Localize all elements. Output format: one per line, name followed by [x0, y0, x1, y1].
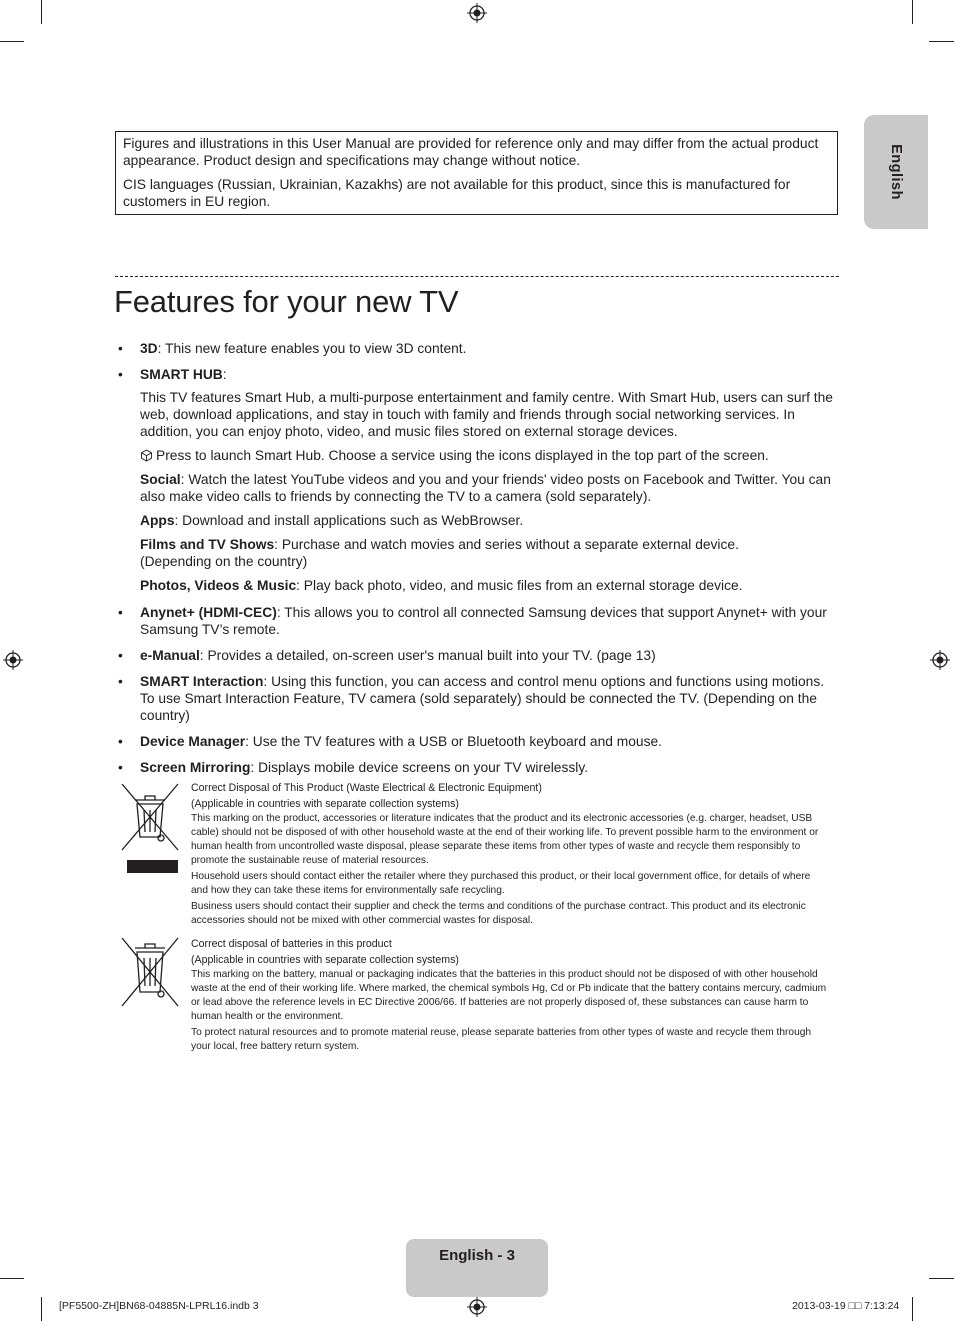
page-number: English - 3: [439, 1247, 515, 1264]
features-list: [116, 340, 840, 785]
weee-heading: Correct Disposal of This Product (Waste Electrical & Electronic Equipment): [191, 782, 542, 794]
language-tab-label: English: [888, 144, 904, 200]
feature-item-smart-interaction: [116, 673, 840, 724]
crop-mark: [0, 1278, 24, 1279]
weee-text: [191, 780, 828, 930]
language-tab: [864, 115, 928, 229]
crop-mark: [912, 1297, 913, 1321]
battery-paragraph: To protect natural resources and to promote material reuse, please separate batteries from other types of waste and recycle them through your local, free battery return system.: [191, 1027, 812, 1052]
crossed-out-wheelie-bin-icon: [120, 780, 180, 876]
notice-paragraph: CIS languages (Russian, Ukrainian, Kazakhs) are not available for this product, since this is manufactured for customers in EU region.: [123, 177, 791, 209]
feature-item-device-manager: [116, 733, 840, 750]
sub-feature-text: : Watch the latest YouTube videos and you and your friends' video posts on Facebook and Twitter. You can also make video calls to friends by connecting the TV to a camera (sold separately).: [140, 472, 831, 504]
weee-paragraph: Household users should contact either the retailer where they purchased this product, or their local government office, for details of where and how they can take these items for environmentally safe recycling.: [191, 871, 811, 896]
crop-mark: [929, 41, 954, 42]
crossed-out-battery-bin-icon: [120, 936, 180, 1008]
feature-text: : Provides a detailed, on-screen user's manual built into your TV. (page 13): [199, 648, 656, 663]
notice-box: [115, 131, 838, 215]
smart-hub-button-icon: [140, 449, 153, 462]
section-divider: [115, 276, 839, 277]
smart-hub-photos: [116, 577, 840, 594]
feature-name: Device Manager: [140, 734, 246, 749]
feature-name: 3D: [140, 341, 158, 356]
feature-text: : This allows you to control all connected Samsung devices that support Anynet+ with your Samsung TV’s remote.: [140, 605, 827, 637]
sub-feature-name: Films and TV Shows: [140, 537, 275, 552]
smart-hub-apps: [116, 512, 840, 529]
feature-name: Anynet+ (HDMI-CEC): [140, 605, 277, 620]
feature-item-smart-hub: [116, 366, 840, 383]
feature-item-e-manual: [116, 647, 840, 664]
feature-text: : Using this function, you can access and control menu options and functions using motions. To use Smart Interaction Feature, TV camera (sold separately) should be connected the TV. (Depending on the country): [140, 674, 825, 723]
sub-feature-name: Apps: [140, 513, 175, 528]
crop-mark: [41, 0, 42, 24]
crop-mark: [41, 1297, 42, 1321]
feature-name: SMART Interaction: [140, 674, 264, 689]
feature-name: Screen Mirroring: [140, 760, 251, 775]
feature-text: : Use the TV features with a USB or Bluetooth keyboard and mouse.: [245, 734, 663, 749]
feature-text: :: [222, 367, 227, 382]
sub-feature-text: : Play back photo, video, and music files from an external storage device.: [296, 578, 743, 593]
feature-item-anynet: [116, 604, 840, 638]
smart-hub-films: [116, 536, 840, 570]
feature-item-3d: [116, 340, 840, 357]
crop-mark: [912, 0, 913, 24]
weee-paragraph: This marking on the product, accessories or literature indicates that the product and its electronic accessories (e.g. charger, headset, USB cable) should not be disposed of with other household waste at the end of their working life. To prevent possible harm to the environment or human health from uncontrolled waste disposal, please separate these items from other types of waste and recycle them responsibly to promote the sustainable reuse of material resources.: [191, 813, 819, 866]
sub-feature-name: Social: [140, 472, 181, 487]
crop-mark: [0, 41, 24, 42]
battery-subheading: (Applicable in countries with separate collection systems): [191, 954, 459, 966]
page-number-tab: [406, 1239, 548, 1297]
imprint-filename: [PF5500-ZH]BN68-04885N-LPRL16.indb 3: [59, 1300, 259, 1312]
smart-hub-social: [116, 471, 840, 505]
smart-hub-press-text: Press to launch Smart Hub. Choose a service using the icons displayed in the top part of the screen.: [156, 448, 769, 463]
feature-name: SMART HUB: [140, 367, 223, 382]
imprint-datetime: 2013-03-19 □□ 7:13:24: [792, 1300, 900, 1312]
registration-mark-icon: [930, 650, 950, 670]
weee-subheading: (Applicable in countries with separate collection systems): [191, 798, 459, 810]
sub-feature-name: Photos, Videos & Music: [140, 578, 297, 593]
feature-text: : Displays mobile device screens on your TV wirelessly.: [250, 760, 589, 775]
sub-feature-text: : Purchase and watch movies and series without a separate external device.: [274, 537, 739, 552]
notice-paragraph: Figures and illustrations in this User Manual are provided for reference only and may differ from the actual product appearance. Product design and specifications may change without notice.: [123, 136, 819, 168]
feature-name: e-Manual: [140, 648, 200, 663]
page-title: Features for your new TV: [114, 284, 459, 319]
sub-feature-note: (Depending on the country): [140, 554, 308, 569]
feature-item-screen-mirroring: [116, 759, 840, 776]
weee-paragraph: Business users should contact their supplier and check the terms and conditions of the purchase contract. This product and its electronic accessories should not be mixed with other commercial wastes for disposal.: [191, 901, 806, 926]
crop-mark: [929, 1278, 954, 1279]
registration-mark-icon: [467, 1297, 487, 1317]
sub-feature-text: : Download and install applications such as WebBrowser.: [174, 513, 524, 528]
battery-paragraph: This marking on the battery, manual or packaging indicates that the batteries in this product should not be disposed of with other household waste at the end of their working life. Where marked, the chemical symbols Hg, Cd or Pb indicate that the battery contains mercury, cadmium or lead above the reference levels in EC Directive 2006/66. If batteries are not properly disposed of, these substances can cause harm to human health or the environment.: [191, 969, 827, 1022]
smart-hub-press-note: [116, 447, 840, 464]
registration-mark-icon: [467, 3, 487, 23]
feature-text: : This new feature enables you to view 3D content.: [157, 341, 467, 356]
battery-text: [191, 936, 828, 1056]
battery-heading: Correct disposal of batteries in this product: [191, 938, 392, 950]
smart-hub-intro: This TV features Smart Hub, a multi-purpose entertainment and family centre. With Smart Hub, users can surf the web, download applications, and stay in touch with family and friends through social networking services. In addition, you can enjoy photo, video, and music files stored on external storage devices.: [140, 390, 833, 439]
registration-mark-icon: [3, 650, 23, 670]
